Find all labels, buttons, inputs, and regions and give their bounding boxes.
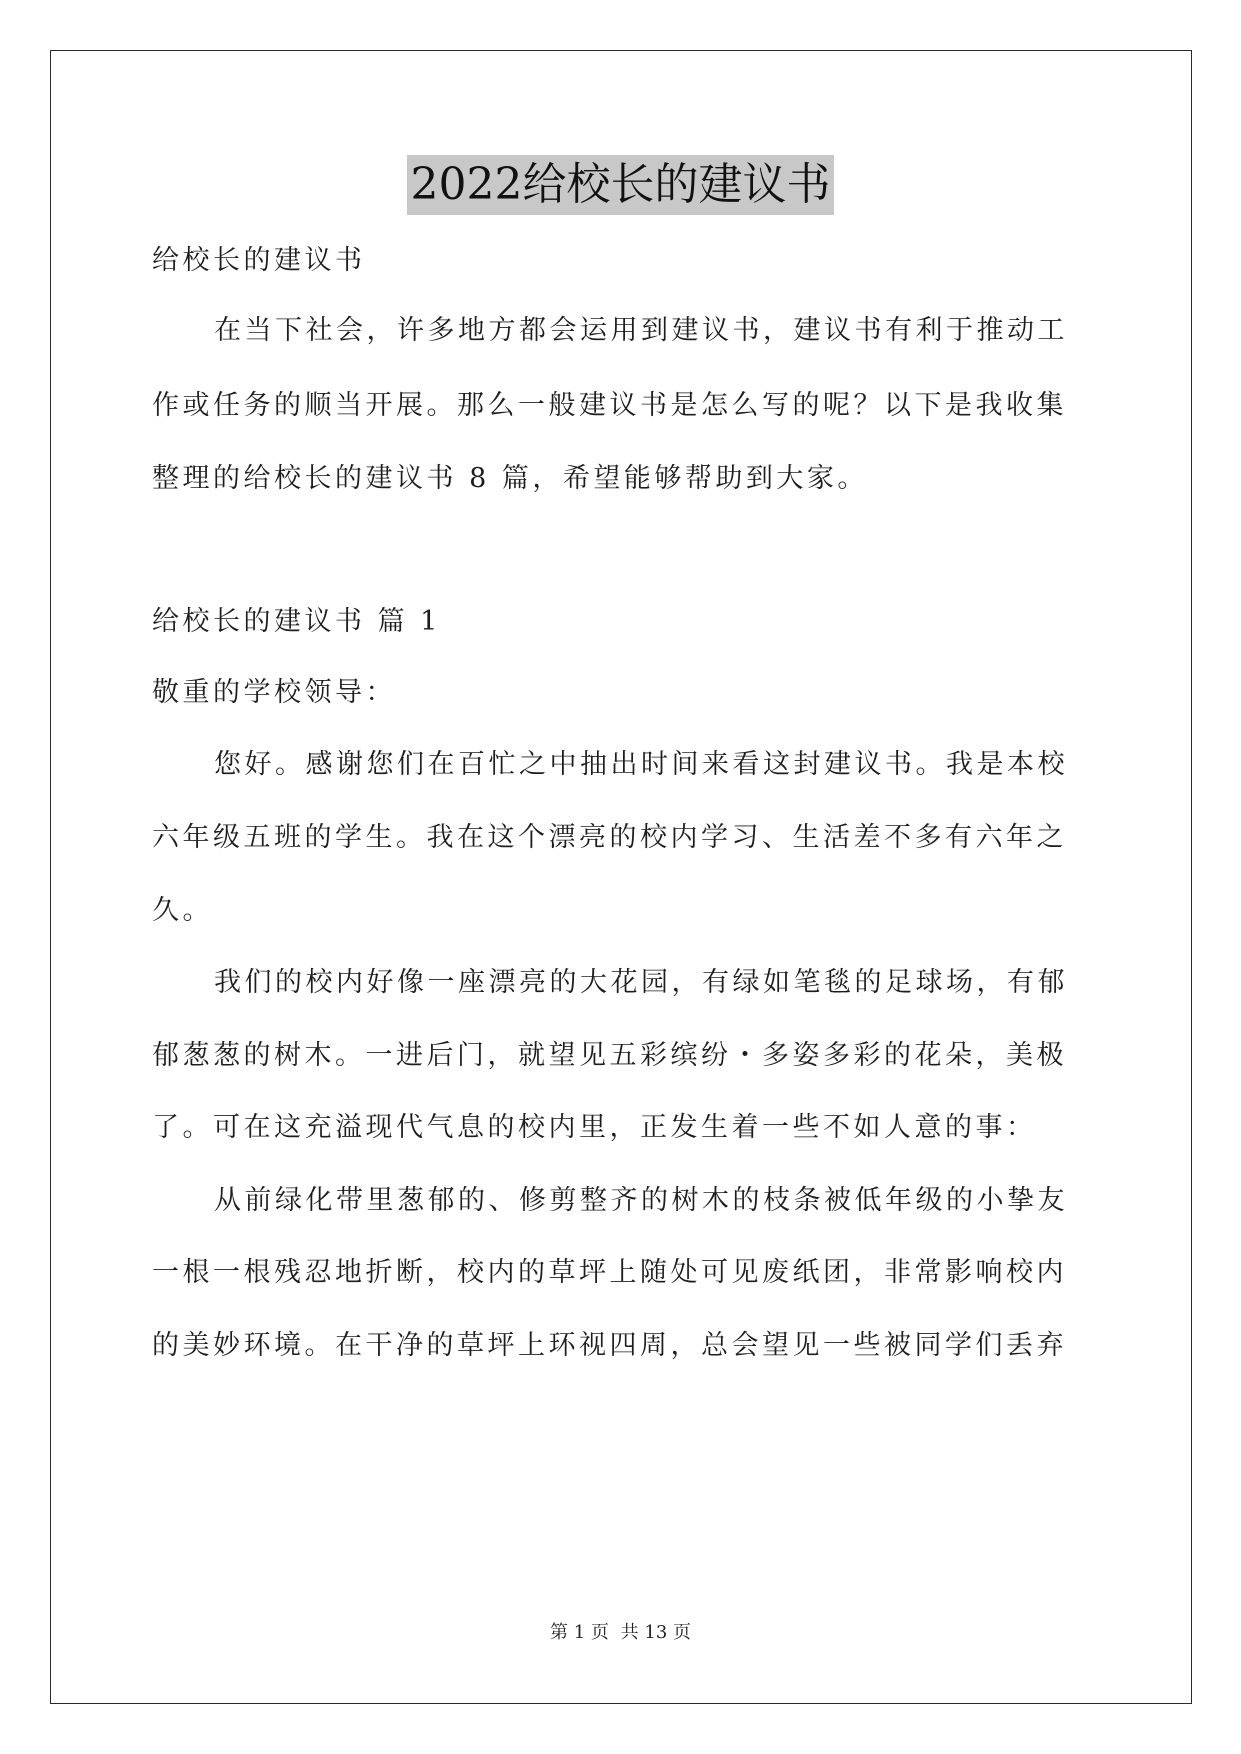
paragraph-line: 从前绿化带里葱郁的、修剪整齐的树木的枝条被低年级的小挚友 (214, 1185, 1068, 1216)
paragraph-line: 了。可在这充溢现代气息的校内里，正发生着一些不如人意的事： (152, 1112, 1037, 1143)
section-heading: 给校长的建议书 篇 1 (152, 606, 441, 637)
paragraph-line: 的美妙环境。在干净的草坪上环视四周，总会望见一些被同学们丢弃 (152, 1330, 1067, 1361)
paragraph-line: 作或任务的顺当开展。那么一般建议书是怎么写的呢？以下是我收集 (152, 390, 1067, 421)
paragraph-line: 整理的给校长的建议书 8 篇，希望能够帮助到大家。 (152, 463, 868, 494)
paragraph-line: 我们的校内好像一座漂亮的大花园，有绿如笔毯的足球场，有郁 (214, 967, 1068, 998)
paragraph-line: 郁葱葱的树木。一进后门，就望见五彩缤纷・多姿多彩的花朵，美极 (152, 1040, 1067, 1071)
page-border (50, 50, 1192, 1704)
title-container (0, 155, 1241, 215)
paragraph-line: 六年级五班的学生。我在这个漂亮的校内学习、生活差不多有六年之 (152, 822, 1067, 853)
document-title: 2022给校长的建议书 (407, 155, 835, 215)
subtitle-line: 给校长的建议书 (152, 245, 366, 276)
paragraph-line: 您好。感谢您们在百忙之中抽出时间来看这封建议书。我是本校 (214, 749, 1068, 780)
paragraph-line: 久。 (152, 895, 213, 926)
salutation-line: 敬重的学校领导： (152, 677, 396, 708)
page-total: 共 13 页 (620, 1622, 691, 1643)
page-number: 第 1 页 (550, 1622, 609, 1643)
paragraph-line: 一根一根残忍地折断，校内的草坪上随处可见废纸团，非常影响校内 (152, 1257, 1067, 1288)
page-footer (0, 1618, 1241, 1644)
paragraph-line: 在当下社会，许多地方都会运用到建议书，建议书有利于推动工 (214, 315, 1068, 346)
